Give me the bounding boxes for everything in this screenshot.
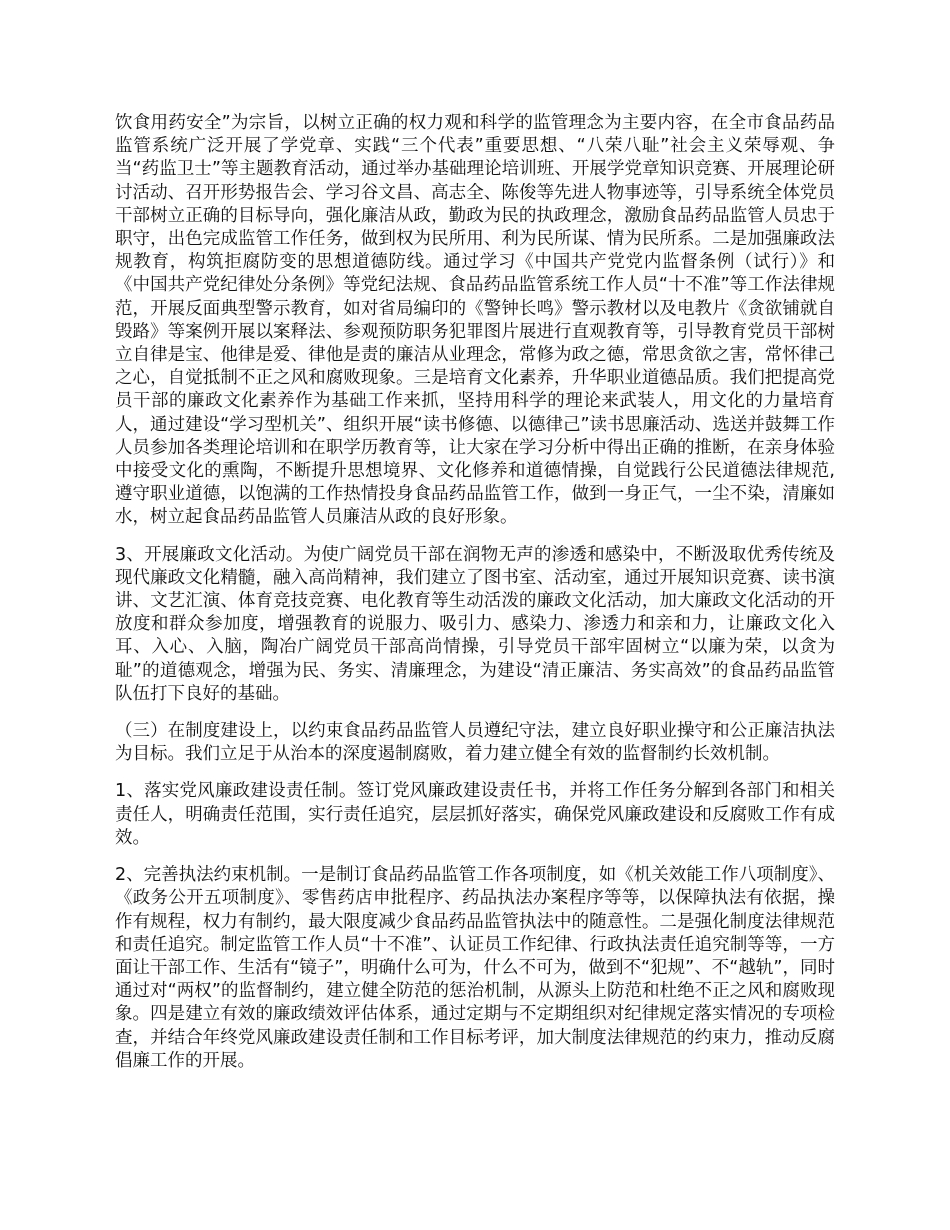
paragraph-enforcement-mechanism: 2、完善执法约束机制。一是制订食品药品监管工作各项制度，如《机关效能工作八项制度》、《政务公开五项制度》、零售药店申批程序、药品执法办案程序等等，以保障执法有依据，操作有规程，权力有制约，最大限度减少食品药品监管执法中的随意性。二是强化制度法律规范和责任追究。制定监管工作人员“十不准”、认证员工作纪律、行政执法责任追究制等等，一方面让干部工作、生活有“镜子”，明确什么可为，什么不可为，做到不“犯规”、不“越轨”，同时通过对“两权”的监督制约，建立健全防范的惩治机制，从源头上防范和杜绝不正之风和腐败现象。四是建立有效的廉政绩效评估体系，通过定期与不定期组织对纪律规定落实情况的专项检查，并结合年终党风廉政建设责任制和工作目标考评，加大制度法律规范的约束力，推动反腐倡廉工作的开展。: [115, 865, 835, 1071]
paragraph-education-activities: 饮食用药安全”为宗旨，以树立正确的权力观和科学的监管理念为主要内容，在全市食品药品监管系统广泛开展了学党章、实践“三个代表”重要思想、“八荣八耻”社会主义荣辱观、争当“药监卫士”等主题教育活动，通过举办基础理论培训班、开展学党章知识竞赛、开展理论研讨活动、召开形势报告会、学习谷文昌、高志全、陈俊等先进人物事迹等，引导系统全体党员干部树立正确的目标导向，强化廉洁从政，勤政为民的执政理念，激励食品药品监管人员忠于职守，出色完成监管工作任务，做到权为民所用、利为民所谋、情为民所系。二是加强廉政法规教育，构筑拒腐防变的思想道德防线。通过学习《中国共产党党内监督条例（试行）》和《中国共产党纪律处分条例》等党纪法规、食品药品监管系统工作人员“十不准”等工作法律规范，开展反面典型警示教育，如对省局编印的《警钟长鸣》警示教材以及电教片《贪欲铺就自毁路》等案例开展以案释法、参观预防职务犯罪图片展进行直观教育等，引导教育党员干部树立自律是宝、他律是爱、律他是责的廉洁从业理念，常修为政之德，常思贪欲之害，常怀律己之心，自觉抵制不正之风和腐败现象。三是培育文化素养，升华职业道德品质。我们把提高党员干部的廉政文化素养作为基础工作来抓，坚持用科学的理论来武装人，用文化的力量培育人，通过建设“学习型机关”、组织开展“读书修德、以德律己”读书思廉活动、选送并鼓舞工作人员参加各类理论培训和在职学历教育等，让大家在学习分析中得出正确的推断，在亲身体验中接受文化的熏陶，不断提升思想境界、文化修养和道德情操，自觉践行公民道德法律规范,遵守职业道德，以饱满的工作热情投身食品药品监管工作，做到一身正气，一尘不染，清廉如水，树立起食品药品监管人员廉洁从政的良好形象。: [115, 113, 835, 528]
paragraph-culture-activities: 3、开展廉政文化活动。为使广阔党员干部在润物无声的渗透和感染中，不断汲取优秀传统及现代廉政文化精髓，融入高尚精神，我们建立了图书室、活动室，通过开展知识竞赛、读书演讲、文艺汇演、体育竞技竞赛、电化教育等生动活泼的廉政文化活动，加大廉政文化活动的开放度和群众参加度，增强教育的说服力、吸引力、感染力、渗透力和亲和力，让廉政文化入耳、入心、入脑，陶冶广阔党员干部高尚情操，引导党员干部牢固树立“以廉为荣，以贪为耻”的道德观念，增强为民、务实、清廉理念，为建设“清正廉洁、务实高效”的食品药品监管队伍打下良好的基础。: [115, 544, 835, 704]
paragraph-responsibility-system: 1、落实党风廉政建设责任制。签订党风廉政建设责任书，并将工作任务分解到各部门和相关责任人，明确责任范围，实行责任追究，层层抓好落实，确保党风廉政建设和反腐败工作有成效。: [115, 781, 835, 848]
document-body: [115, 112, 835, 1087]
paragraph-system-building: （三）在制度建设上，以约束食品药品监管人员遵纪守法，建立良好职业操守和公正廉洁执法为目标。我们立足于从治本的深度遏制腐败，着力建立健全有效的监督制约长效机制。: [115, 721, 835, 765]
